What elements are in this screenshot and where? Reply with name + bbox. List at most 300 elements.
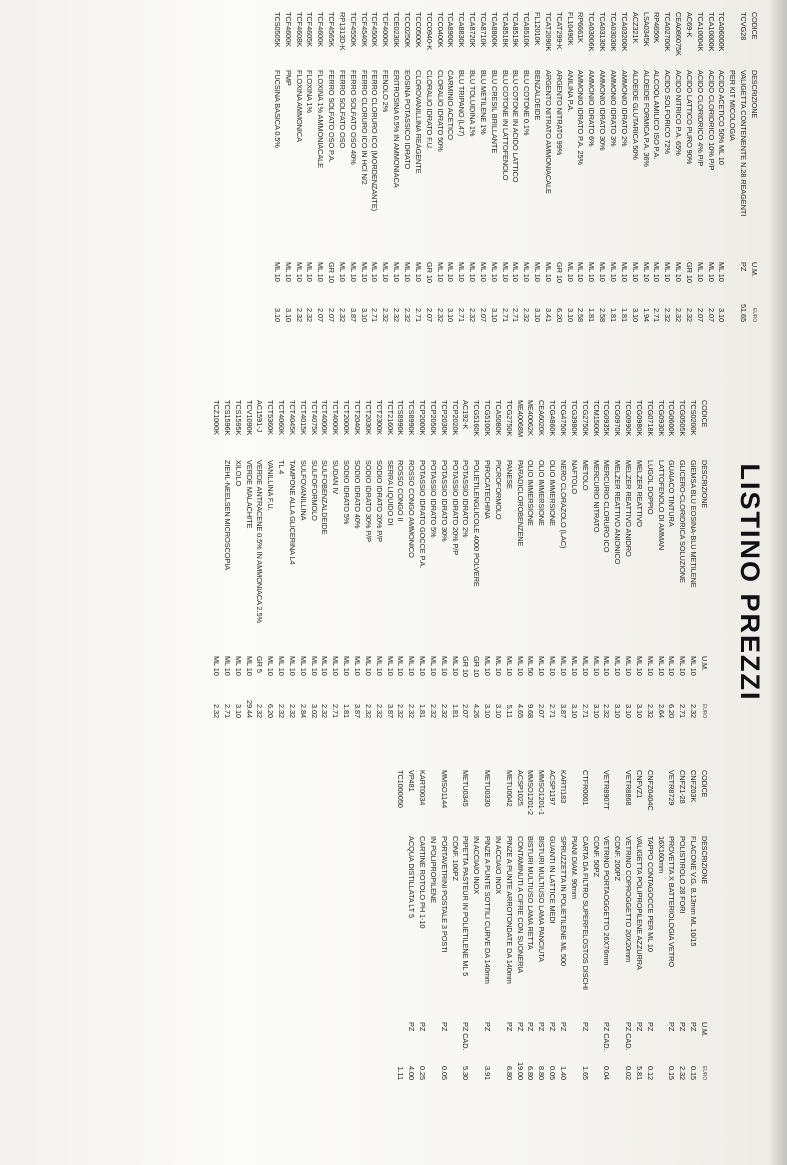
item-unit: ML 10 — [504, 656, 514, 676]
table-row — [510, 12, 521, 322]
item-unit: ML 10 — [283, 262, 293, 282]
table-row — [661, 12, 672, 322]
item-description: PIROCATECHINA — [483, 460, 493, 519]
table-row — [423, 12, 434, 322]
item-description: ALDEIDE GLUTARICA 50% — [630, 70, 640, 160]
item-description: ACIDO CLORIDRICO 10% P/P — [706, 70, 716, 171]
item-price: 3.10 — [565, 308, 575, 322]
table-row — [666, 770, 677, 1080]
item-description: NAFTOLO — [569, 460, 579, 495]
item-unit: ML 10 — [576, 262, 586, 282]
item-description: FERRO SOLFATO OSO P.A. — [327, 70, 337, 163]
table-row — [395, 770, 406, 1080]
table-row — [477, 12, 488, 322]
item-description: GIEMSA BLU EOSINA-BLU METILENE — [689, 460, 699, 588]
item-description: BLU COTONE IN ACIDO LATTICO — [511, 70, 521, 183]
item-code: TCT4060K — [277, 400, 287, 435]
table-row — [525, 770, 536, 1080]
item-unit: ML 10 — [272, 262, 282, 282]
item-unit: ML 10 — [385, 656, 395, 676]
header-price: EURO — [751, 307, 757, 322]
item-code: TCT2300K — [374, 400, 384, 435]
item-unit: GR 10 — [461, 656, 471, 677]
item-description: PINZE A PUNTE SOTTILI CURVE DA 140mm — [483, 836, 493, 984]
item-description: GUAIACO TINTURA — [667, 460, 677, 527]
item-description: FLOXINA 1% AMMONIACALE — [316, 70, 326, 169]
table-row — [275, 400, 286, 718]
table-row — [438, 400, 449, 718]
item-price: 2.32 — [212, 704, 222, 718]
item-price: 1.81 — [450, 704, 460, 718]
item-code: CNFZ1-28 — [678, 770, 688, 804]
table-row — [633, 400, 644, 718]
item-unit: ML 10 — [533, 262, 543, 282]
item-code: TCS8990K — [407, 400, 417, 436]
item-description: TAMPONE ALLA GLICERINA L4 — [287, 460, 297, 565]
item-price: 2.71 — [678, 704, 688, 718]
item-price: 2.71 — [500, 308, 510, 322]
item-unit — [590, 1022, 601, 1058]
item-price: 0.12 — [645, 1066, 655, 1080]
item-code: TCF4540K — [359, 12, 369, 47]
item-description: ACQUA DISTILLATA LT 5 — [407, 836, 417, 918]
item-description: VETRINO COPROGGETTO 20X20mm — [624, 836, 634, 963]
item-code: TCC0940-K — [424, 12, 434, 51]
item-unit: GR 10 — [424, 262, 434, 283]
item-description: PARADICLOROBENZENE — [515, 460, 525, 547]
item-description: SPRUZZETTA IN POLIETILENE ML 500 — [559, 836, 569, 966]
item-description: FERRO CLORURO ICO (MORDENZANTE) — [370, 70, 380, 212]
item-description: METOLO — [580, 460, 590, 491]
item-unit: ML 10 — [348, 262, 358, 282]
item-code: TCG5100K — [483, 400, 493, 437]
item-code: TCVG28 — [739, 12, 749, 41]
item-price: 6.20 — [667, 704, 677, 718]
table-row — [466, 12, 477, 322]
item-unit — [492, 1022, 503, 1058]
item-description: SULFOFORMOLO — [309, 460, 319, 521]
item-description: BLU METILENE 1% — [478, 70, 488, 135]
item-description: TAPPO CONTAGOCCE PER ML 10 — [645, 836, 655, 952]
item-unit: PZ — [483, 1022, 493, 1032]
table-row — [470, 400, 481, 718]
table-row — [676, 770, 687, 1080]
item-description: EOSINA POTASSICO IDRATO — [403, 70, 412, 170]
item-unit: ML 10 — [489, 262, 499, 282]
item-description: PMP — [283, 70, 293, 86]
item-unit: ML 10 — [613, 656, 623, 676]
table-row — [405, 400, 416, 718]
item-code: TCE0230K — [392, 12, 402, 48]
table-row — [672, 12, 683, 322]
item-code: TCG0935K — [602, 400, 612, 437]
item-code: CNFZ0404C — [645, 770, 655, 811]
item-code: TCM1500K — [591, 400, 601, 437]
item-unit: PZ — [667, 1022, 677, 1032]
item-price: 6.20 — [266, 704, 276, 718]
item-unit: ML 10 — [374, 656, 384, 676]
table-row — [427, 400, 438, 718]
table-row — [536, 400, 547, 718]
item-unit: ML 10 — [548, 656, 558, 676]
item-price: 19.00 — [515, 1062, 525, 1080]
item-code — [568, 770, 579, 836]
item-description: IN ACCIAIO INOX — [493, 836, 503, 895]
item-code: TCT4015K — [298, 400, 308, 435]
table-row — [644, 400, 655, 718]
item-description: CONF. 200PZ — [613, 836, 623, 881]
item-code: TCF4550K — [348, 12, 358, 47]
item-unit: PZ CAD. — [461, 1022, 471, 1051]
item-description: BISTURI MULTIUSO LAMA PANCIUTA — [537, 836, 547, 962]
item-code: VETR8907T — [602, 770, 612, 810]
item-price: 2.71 — [331, 704, 341, 718]
item-unit: ML 10 — [543, 262, 553, 282]
item-price: 4.26 — [472, 704, 482, 718]
table-row — [308, 400, 319, 718]
table-row — [243, 400, 254, 718]
item-description: ALDEIDE FORMICA P.A. 36% — [641, 70, 651, 167]
item-description: ALCOOL AMILICO ISO P.A. — [652, 70, 662, 160]
item-price: 2.32 — [439, 704, 449, 718]
item-price: 2.32 — [663, 308, 673, 322]
item-code: TCC0500K — [413, 12, 423, 48]
item-price: 2.71 — [511, 308, 521, 322]
table-row — [401, 12, 412, 322]
table-row — [687, 770, 698, 1080]
table-row — [705, 12, 716, 322]
item-description: GLICERO-CLORIDRICA SOLUZIONE — [678, 460, 688, 583]
item-code: TCA8830K — [457, 12, 467, 48]
item-description: PINZE A PUNTE ARROTONDATE DA 140mm — [504, 836, 514, 984]
item-description: FERRO SOLFATO OSO — [337, 70, 347, 149]
item-description: BLU TRIPANO (L47) — [457, 70, 467, 137]
table-row — [694, 12, 705, 322]
table-row — [329, 400, 340, 718]
item-unit: PZ — [439, 1022, 449, 1032]
item-price: 2.32 — [337, 308, 347, 322]
item-code: RP4650K — [652, 12, 662, 43]
item-description: ANILINA P.A. — [565, 70, 575, 113]
item-price: 2.32 — [602, 704, 612, 718]
item-unit: ML 10 — [428, 656, 438, 676]
item-price: 0.15 — [667, 1066, 677, 1080]
item-code: ACSP1025 — [515, 770, 525, 806]
item-price: 3.10 — [717, 308, 727, 322]
item-description: ACIDO SOLFORICO 72% — [663, 70, 673, 154]
item-code: TCA8900K — [446, 12, 456, 48]
item-description: XILOLO — [233, 460, 243, 487]
table-row — [232, 400, 243, 718]
item-unit: GR 10 — [684, 262, 694, 283]
item-price: 1.40 — [559, 1066, 569, 1080]
item-code: TCA02700K — [663, 12, 673, 52]
item-unit: ML 10 — [695, 262, 705, 282]
item-unit: ML 10 — [645, 656, 655, 676]
item-unit — [395, 1022, 406, 1058]
table-row — [210, 400, 221, 718]
table-row — [503, 770, 514, 1080]
item-code: TCG4860K — [548, 400, 558, 437]
item-unit: ML 10 — [678, 656, 688, 676]
table-row — [716, 12, 727, 322]
item-unit: PZ — [537, 1022, 547, 1032]
item-unit: PZ — [739, 262, 749, 272]
item-code: METU0345 — [461, 770, 471, 807]
table-row — [319, 400, 330, 718]
table-row — [455, 12, 466, 322]
item-unit: ML 10 — [370, 262, 380, 282]
item-price: 3.10 — [283, 308, 293, 322]
item-code: TCA10004K — [695, 12, 705, 52]
item-unit: ML 10 — [598, 262, 608, 282]
item-unit: ML 10 — [337, 262, 347, 282]
item-unit: ML 10 — [706, 262, 716, 282]
item-price: 3.10 — [233, 704, 243, 718]
table-row — [644, 770, 655, 1080]
item-price: 2.71 — [652, 308, 662, 322]
header-unit: U.M. — [700, 1022, 709, 1037]
item-code: TCT4000K — [320, 400, 330, 435]
item-unit: ML 10 — [320, 656, 330, 676]
item-price: 0.02 — [624, 1066, 634, 1080]
item-unit: ML 10 — [418, 656, 428, 676]
item-price: 1.94 — [641, 308, 651, 322]
item-unit: ML 10 — [363, 656, 373, 676]
item-description: PANESE — [504, 460, 514, 489]
table-row — [358, 12, 369, 322]
item-description: ZIEHL-NEELSEN MICROSCOPIA — [222, 460, 232, 571]
item-code: TCA03130K — [598, 12, 608, 52]
item-description: AMMONIO IDRATO 30% — [598, 70, 608, 151]
item-code: LSA0345K — [641, 12, 651, 47]
table-row — [611, 770, 622, 1080]
item-description: CARTINE ROTOLO PH 1-10 — [418, 836, 428, 929]
item-description: LUGOL DOPPIO — [645, 460, 655, 515]
item-price — [611, 1058, 622, 1080]
item-unit: ML 10 — [522, 262, 532, 282]
item-unit: ML 10 — [591, 656, 601, 676]
item-code: TCP2000K — [418, 400, 428, 436]
item-price: 3.10 — [613, 704, 623, 718]
table-row — [564, 12, 575, 322]
item-code: TCT5360K — [266, 400, 276, 435]
table-row — [271, 12, 282, 322]
table-row — [405, 770, 416, 1080]
item-code: TCZ1000K — [212, 400, 222, 435]
header-code: CODICE — [700, 770, 709, 798]
item-price: 2.32 — [403, 308, 412, 322]
table-row — [297, 400, 308, 718]
table-row — [651, 12, 662, 322]
item-price: 1.81 — [418, 704, 428, 718]
item-description: SODIO IDRATO 20% P/P — [374, 460, 384, 542]
item-unit: ML 10 — [619, 262, 629, 282]
item-unit: ML 10 — [266, 656, 276, 676]
item-description: ACIDO ACETICO 50% ML 10 — [717, 70, 727, 165]
item-unit: ML 10 — [277, 656, 287, 676]
item-description: CONF. 50PZ — [591, 836, 601, 877]
item-code — [470, 770, 481, 836]
item-price: 2.07 — [327, 308, 337, 322]
item-price: 2.32 — [287, 704, 297, 718]
item-description: ARGENTO NITRATO 99% — [554, 70, 564, 156]
item-unit: ML 10 — [500, 262, 510, 282]
item-code: TCT2040K — [353, 400, 362, 435]
item-unit: ML 10 — [624, 656, 634, 676]
table-row — [395, 400, 406, 718]
header-description: DESCRIZIONE — [750, 70, 759, 119]
item-code: TCA8800K — [489, 12, 499, 48]
item-code: RP6661K — [576, 12, 586, 43]
item-code: MMSO1201-1 — [537, 770, 547, 816]
item-price: 2.07 — [478, 308, 488, 322]
item-code: KART0034 — [418, 770, 428, 806]
table-row — [655, 400, 666, 718]
table-row — [596, 12, 607, 322]
item-code: TCT2160K — [385, 400, 395, 435]
item-price: 2.32 — [468, 308, 478, 322]
item-unit: ML 10 — [439, 656, 449, 676]
item-price: 29.44 — [244, 700, 254, 718]
table-row — [412, 12, 423, 322]
table-row — [607, 12, 618, 322]
table-row — [470, 770, 481, 1080]
item-unit: ML 10 — [630, 262, 640, 282]
item-price: 2.32 — [363, 704, 373, 718]
item-code: CNFZ03K — [689, 770, 699, 803]
item-description: TL 4 — [277, 460, 287, 475]
item-unit: ML 10 — [298, 656, 308, 676]
item-unit: ML 10 — [634, 656, 644, 676]
item-code: AC1591-J — [255, 400, 265, 433]
item-description: POLISTIROLO 28 FORI — [678, 836, 688, 914]
item-description: MELZER REATTIVO ANIONICO — [613, 460, 623, 565]
item-description: POTASSIO IDRATO GOCCE P.A. — [418, 460, 428, 569]
table-row — [460, 770, 471, 1080]
item-description — [395, 836, 406, 1022]
item-price: 2.32 — [396, 704, 406, 718]
item-price: 2.84 — [298, 704, 308, 718]
item-price: 4.00 — [407, 1066, 417, 1080]
item-code: TCV1090K — [244, 400, 254, 436]
item-description: VERDE ANTRACENE 0.5% IN AMMONIACA 2.5% — [255, 460, 265, 623]
item-code: TC1000050 — [396, 770, 406, 808]
item-code: MMSO1201-2 — [526, 770, 536, 816]
table-row — [347, 12, 358, 322]
table-row — [499, 12, 510, 322]
item-description: VALIGETTA POLIPROPILENE AZZURRA — [634, 836, 644, 970]
table-row — [557, 770, 568, 1080]
table-row — [622, 400, 633, 718]
item-description: ROSSO CONGO II — [396, 460, 406, 522]
item-unit: ML 10 — [446, 262, 456, 282]
item-description: POLIETILENGLICOLE 4000 POLVERE — [472, 460, 482, 587]
item-unit: GR 5 — [255, 656, 265, 673]
item-code: ME40062K — [526, 400, 536, 436]
table-row — [546, 770, 557, 1080]
item-code: TCG5160K — [472, 400, 482, 437]
item-description: ACIDO LATTICO PURO 90% — [684, 70, 694, 165]
item-unit — [449, 1022, 460, 1058]
table-row — [221, 400, 232, 718]
item-unit — [726, 262, 737, 296]
item-description: BISTURI MULTIUSO LAMA RETTA — [526, 836, 536, 950]
item-code: TCF4600K — [283, 12, 293, 47]
table-row — [481, 770, 492, 1080]
item-description: PICROFORMOLO — [493, 460, 503, 520]
item-description: CLORALIO IDRATO F.U. — [424, 70, 434, 150]
table-row — [568, 400, 579, 718]
table-row — [553, 12, 564, 322]
table-row — [737, 12, 748, 322]
item-code: TCA8519K — [511, 12, 521, 48]
table-row — [325, 12, 336, 322]
item-unit: ML 10 — [493, 656, 503, 676]
item-description: SODIO IDRATO 5% — [342, 460, 352, 525]
item-description: 16X160mm — [656, 836, 666, 873]
table-row — [622, 770, 633, 1080]
item-description: PIPETTA PASTEUR IN POLIETILENE ML 5 — [461, 836, 471, 977]
item-unit: PZ — [559, 1022, 569, 1032]
table-row — [640, 12, 651, 322]
item-description: CONTAMINUTI A CIFRE CON SUONERIA — [515, 836, 525, 974]
item-description: CLORALIO IDRATO 50% — [435, 70, 445, 152]
item-code: TCG4750K — [559, 400, 569, 437]
item-unit: PZ — [418, 1022, 428, 1032]
item-description: MERCURIO NITRATO — [591, 460, 601, 533]
item-price: 1.81 — [619, 308, 629, 322]
item-price: 0.25 — [418, 1066, 428, 1080]
item-description: VALIGETTA CONTENENTE N.28 REAGENTI — [739, 70, 749, 217]
item-unit — [611, 1022, 622, 1058]
item-price: 1.65 — [580, 1066, 590, 1080]
item-code — [655, 770, 666, 836]
item-price: 2.07 — [316, 308, 326, 322]
price-column-3 — [395, 770, 709, 1080]
item-unit: ML 10 — [656, 656, 666, 676]
item-description: ARGENTO NITRATO AMMONIACALE — [543, 70, 553, 194]
item-code: TCT2030K — [363, 400, 373, 435]
item-price: 3.10 — [624, 704, 634, 718]
item-code — [611, 770, 622, 836]
item-price: 2.32 — [645, 704, 655, 718]
item-unit: ML 10 — [468, 262, 478, 282]
table-row — [416, 770, 427, 1080]
item-price: 2.58 — [576, 308, 586, 322]
item-price: 4.65 — [515, 704, 525, 718]
table-row — [514, 770, 525, 1080]
item-unit: ML 50 — [526, 656, 536, 676]
item-price: 2.07 — [695, 308, 705, 322]
item-code: TCA8710K — [478, 12, 488, 48]
item-unit: ML 10 — [396, 656, 406, 676]
item-description: IN ACCIAIO INOX — [472, 836, 482, 895]
item-price: 2.71 — [370, 308, 380, 322]
item-unit: PZ — [634, 1022, 644, 1032]
item-code: TCS0200K — [689, 400, 699, 436]
header-unit: U.M. — [700, 656, 709, 671]
item-price: 2.32 — [689, 704, 699, 718]
item-unit: ML 10 — [359, 262, 369, 282]
table-row — [590, 400, 601, 718]
item-code: TCA03006K — [587, 12, 597, 52]
item-description: POTASSIO IDRATO 30% — [439, 460, 449, 542]
item-unit: ML 10 — [569, 656, 579, 676]
item-code — [492, 770, 503, 836]
table-row — [445, 12, 456, 322]
item-code: TCG2750K — [580, 400, 590, 437]
